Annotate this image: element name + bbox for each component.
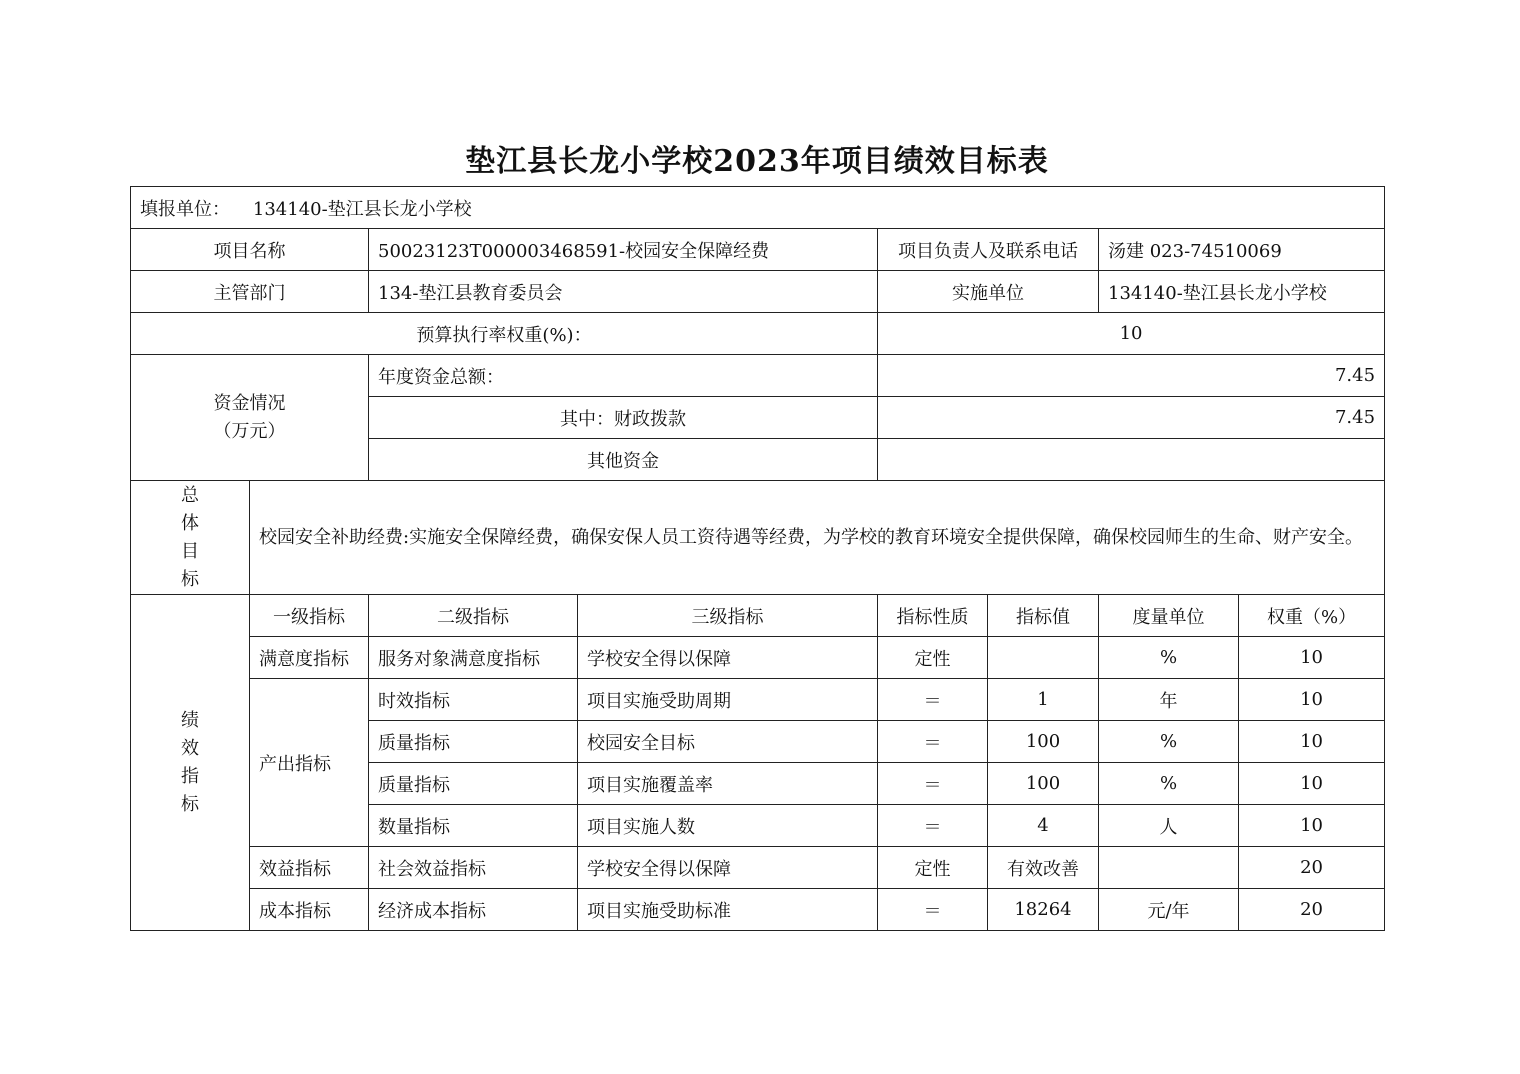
funds-total-label: 年度资金总额：	[369, 355, 878, 397]
header-nature: 指标性质	[878, 595, 988, 637]
goal-label	[131, 481, 250, 595]
cell-nature: ＝	[878, 889, 988, 931]
funds-total-value: 7.45	[878, 355, 1385, 397]
header-level1: 一级指标	[250, 595, 369, 637]
cell-level3: 学校安全得以保障	[578, 847, 878, 889]
cell-value	[988, 637, 1099, 679]
header-level2: 二级指标	[369, 595, 578, 637]
group-output: 产出指标	[250, 679, 369, 847]
cell-nature: ＝	[878, 679, 988, 721]
project-contact-label: 项目负责人及联系电话	[878, 229, 1099, 271]
funds-label-line1: 资金情况	[213, 392, 286, 414]
funds-label-line2: （万元）	[213, 420, 286, 442]
header-unit: 度量单位	[1099, 595, 1239, 637]
indicator-label-char: 绩	[181, 709, 199, 731]
cell-unit: %	[1099, 763, 1239, 805]
impl-unit-label: 实施单位	[878, 271, 1099, 313]
cell-level2: 质量指标	[369, 721, 578, 763]
indicator-label-char: 标	[181, 793, 199, 815]
budget-weight-label: 预算执行率权重(%)：	[131, 313, 878, 355]
cell-level2: 社会效益指标	[369, 847, 578, 889]
cell-level2: 质量指标	[369, 763, 578, 805]
goal-label-char: 标	[181, 568, 199, 590]
goal-label-char: 目	[181, 540, 199, 562]
filler-label: 填报单位：	[140, 198, 230, 220]
indicator-label-char: 效	[181, 737, 199, 759]
cell-weight: 10	[1239, 805, 1385, 847]
cell-level3: 项目实施覆盖率	[578, 763, 878, 805]
header-weight: 权重（%）	[1239, 595, 1385, 637]
header-level3: 三级指标	[578, 595, 878, 637]
funds-fiscal-label: 其中：财政拨款	[369, 397, 878, 439]
cell-unit: 人	[1099, 805, 1239, 847]
project-name-value: 50023123T000003468591-校园安全保障经费	[369, 229, 878, 271]
filler-value: 134140-垫江县长龙小学校	[252, 198, 472, 220]
cell-level2: 时效指标	[369, 679, 578, 721]
page-title: 垫江县长龙小学校2023年项目绩效目标表	[465, 144, 1049, 179]
cell-nature: 定性	[878, 637, 988, 679]
cell-level3: 项目实施受助周期	[578, 679, 878, 721]
header-value: 指标值	[988, 595, 1099, 637]
cell-weight: 20	[1239, 889, 1385, 931]
impl-unit-value: 134140-垫江县长龙小学校	[1099, 271, 1385, 313]
performance-target-table	[130, 186, 1385, 931]
cell-nature: ＝	[878, 721, 988, 763]
department-label: 主管部门	[131, 271, 369, 313]
cell-level2: 经济成本指标	[369, 889, 578, 931]
project-row	[131, 229, 1385, 271]
cell-unit: %	[1099, 721, 1239, 763]
cell-level3: 学校安全得以保障	[578, 637, 878, 679]
cell-unit: 年	[1099, 679, 1239, 721]
funds-total-row	[131, 355, 1385, 397]
funds-other-label: 其他资金	[369, 439, 878, 481]
cell-weight: 10	[1239, 637, 1385, 679]
table-row	[131, 637, 1385, 679]
indicator-label	[131, 595, 250, 931]
group-cost: 成本指标	[250, 889, 369, 931]
group-benefit: 效益指标	[250, 847, 369, 889]
indicator-header-row	[131, 595, 1385, 637]
budget-weight-row	[131, 313, 1385, 355]
filler-cell	[131, 187, 1385, 229]
project-name-label: 项目名称	[131, 229, 369, 271]
cell-weight: 10	[1239, 763, 1385, 805]
project-contact-value: 汤建 023-74510069	[1099, 229, 1385, 271]
department-row	[131, 271, 1385, 313]
filler-row	[131, 187, 1385, 229]
cell-value: 有效改善	[988, 847, 1099, 889]
cell-level3: 校园安全目标	[578, 721, 878, 763]
cell-value: 100	[988, 721, 1099, 763]
budget-weight-value: 10	[878, 313, 1385, 355]
table-row	[131, 889, 1385, 931]
cell-unit: 元/年	[1099, 889, 1239, 931]
cell-value: 4	[988, 805, 1099, 847]
funds-label	[131, 355, 369, 481]
cell-weight: 10	[1239, 721, 1385, 763]
table-row	[131, 847, 1385, 889]
funds-other-value	[878, 439, 1385, 481]
cell-value: 100	[988, 763, 1099, 805]
cell-nature: ＝	[878, 763, 988, 805]
table-row	[131, 679, 1385, 721]
goal-row	[131, 481, 1385, 595]
cell-level3: 项目实施受助标准	[578, 889, 878, 931]
funds-fiscal-value: 7.45	[878, 397, 1385, 439]
goal-label-char: 总	[181, 484, 199, 506]
cell-level3: 项目实施人数	[578, 805, 878, 847]
goal-label-char: 体	[181, 512, 199, 534]
cell-weight: 10	[1239, 679, 1385, 721]
cell-level2: 数量指标	[369, 805, 578, 847]
cell-nature: ＝	[878, 805, 988, 847]
cell-level2: 服务对象满意度指标	[369, 637, 578, 679]
cell-weight: 20	[1239, 847, 1385, 889]
group-satisfaction: 满意度指标	[250, 637, 369, 679]
indicator-label-char: 指	[181, 765, 199, 787]
goal-text: 校园安全补助经费:实施安全保障经费，确保安保人员工资待遇等经费，为学校的教育环境安全提供保障，确保校园师生的生命、财产安全。	[250, 481, 1385, 595]
cell-unit: %	[1099, 637, 1239, 679]
department-value: 134-垫江县教育委员会	[369, 271, 878, 313]
cell-value: 18264	[988, 889, 1099, 931]
cell-unit	[1099, 847, 1239, 889]
cell-nature: 定性	[878, 847, 988, 889]
cell-value: 1	[988, 679, 1099, 721]
